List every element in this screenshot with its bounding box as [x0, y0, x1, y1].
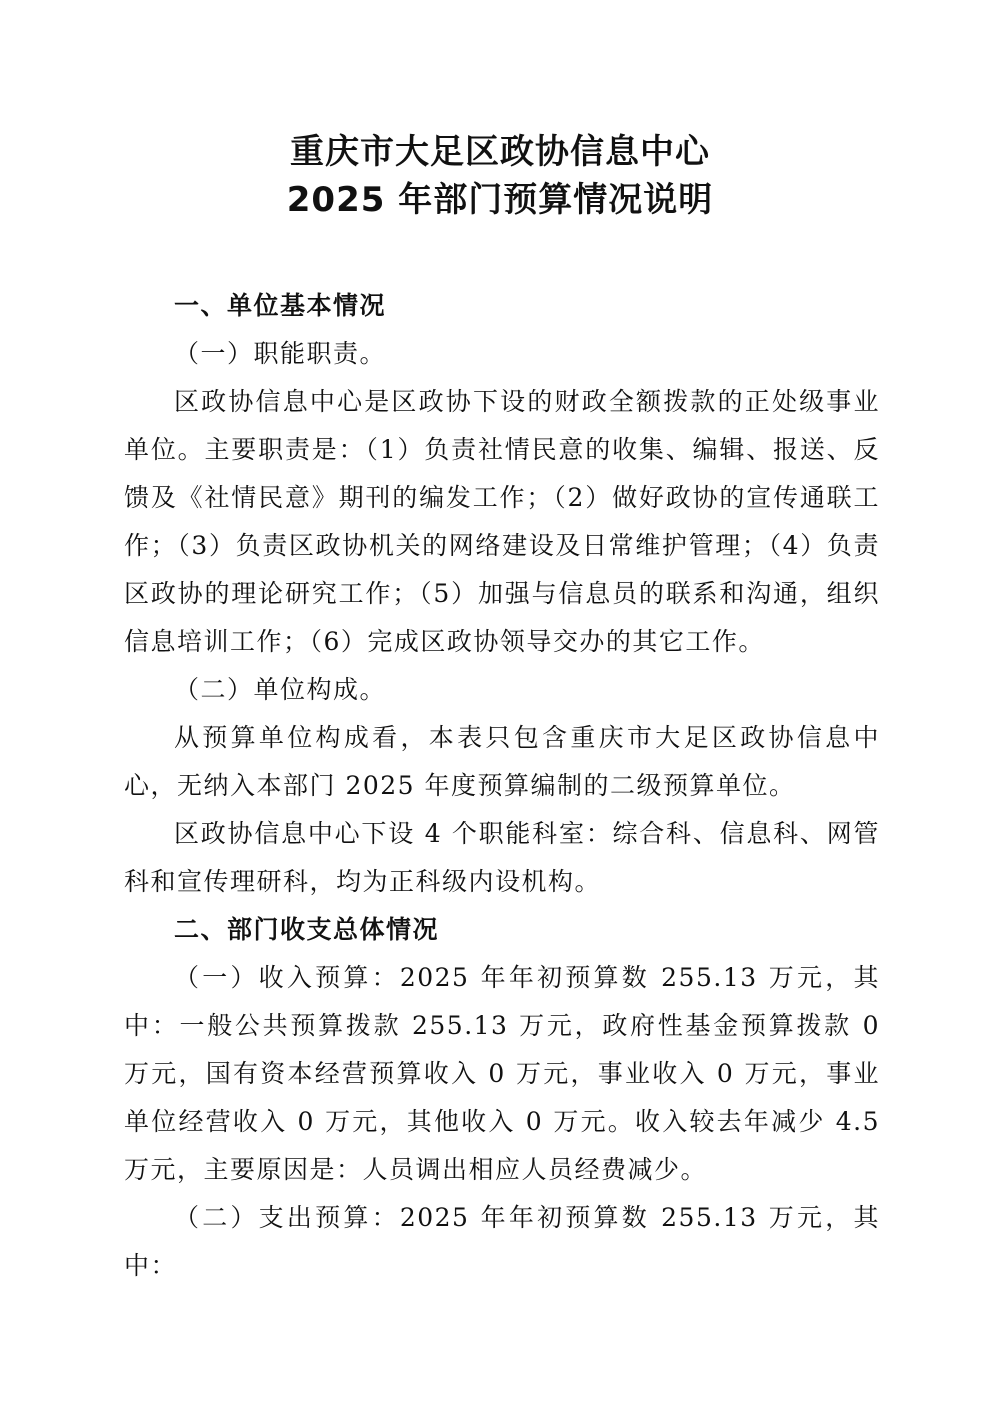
paragraph-composition: 从预算单位构成看，本表只包含重庆市大足区政协信息中心，无纳入本部门 2025 年度预算编制的二级预算单位。 [124, 723, 880, 800]
section-heading-basic-info: 一、单位基本情况 [174, 291, 387, 320]
subsection-duties: （一）职能职责。 [174, 339, 387, 368]
paragraph-income-budget: （一）收入预算：2025 年年初预算数 255.13 万元，其中：一般公共预算拨款 255.13 万元，政府性基金预算拨款 0 万元，国有资本经营预算收入 0 万元，事业收入 0 万元，事业单位经营收入 0 万元，其他收入 0 万元。收入较去年减少 4.5 万元，主要原因是：人员调出相应人员经费减少。 [124, 963, 880, 1184]
document-title-line2: 2025 年部门预算情况说明 [286, 180, 714, 220]
document-body [124, 282, 880, 1290]
subsection-composition: （二）单位构成。 [174, 675, 387, 704]
document-title-line1: 重庆市大足区政协信息中心 [290, 132, 710, 172]
paragraph-expense-budget: （二）支出预算：2025 年年初预算数 255.13 万元，其中： [124, 1203, 880, 1280]
section-heading-budget-overview: 二、部门收支总体情况 [174, 915, 440, 944]
paragraph-duties: 区政协信息中心是区政协下设的财政全额拨款的正处级事业单位。主要职责是：（1）负责社情民意的收集、编辑、报送、反馈及《社情民意》期刊的编发工作；（2）做好政协的宣传通联工作；（3）负责区政协机关的网络建设及日常维护管理；（4）负责区政协的理论研究工作；（5）加强与信息员的联系和沟通，组织信息培训工作；（6）完成区政协领导交办的其它工作。 [124, 387, 880, 656]
paragraph-departments: 区政协信息中心下设 4 个职能科室：综合科、信息科、网管科和宣传理研科，均为正科级内设机构。 [124, 819, 880, 896]
